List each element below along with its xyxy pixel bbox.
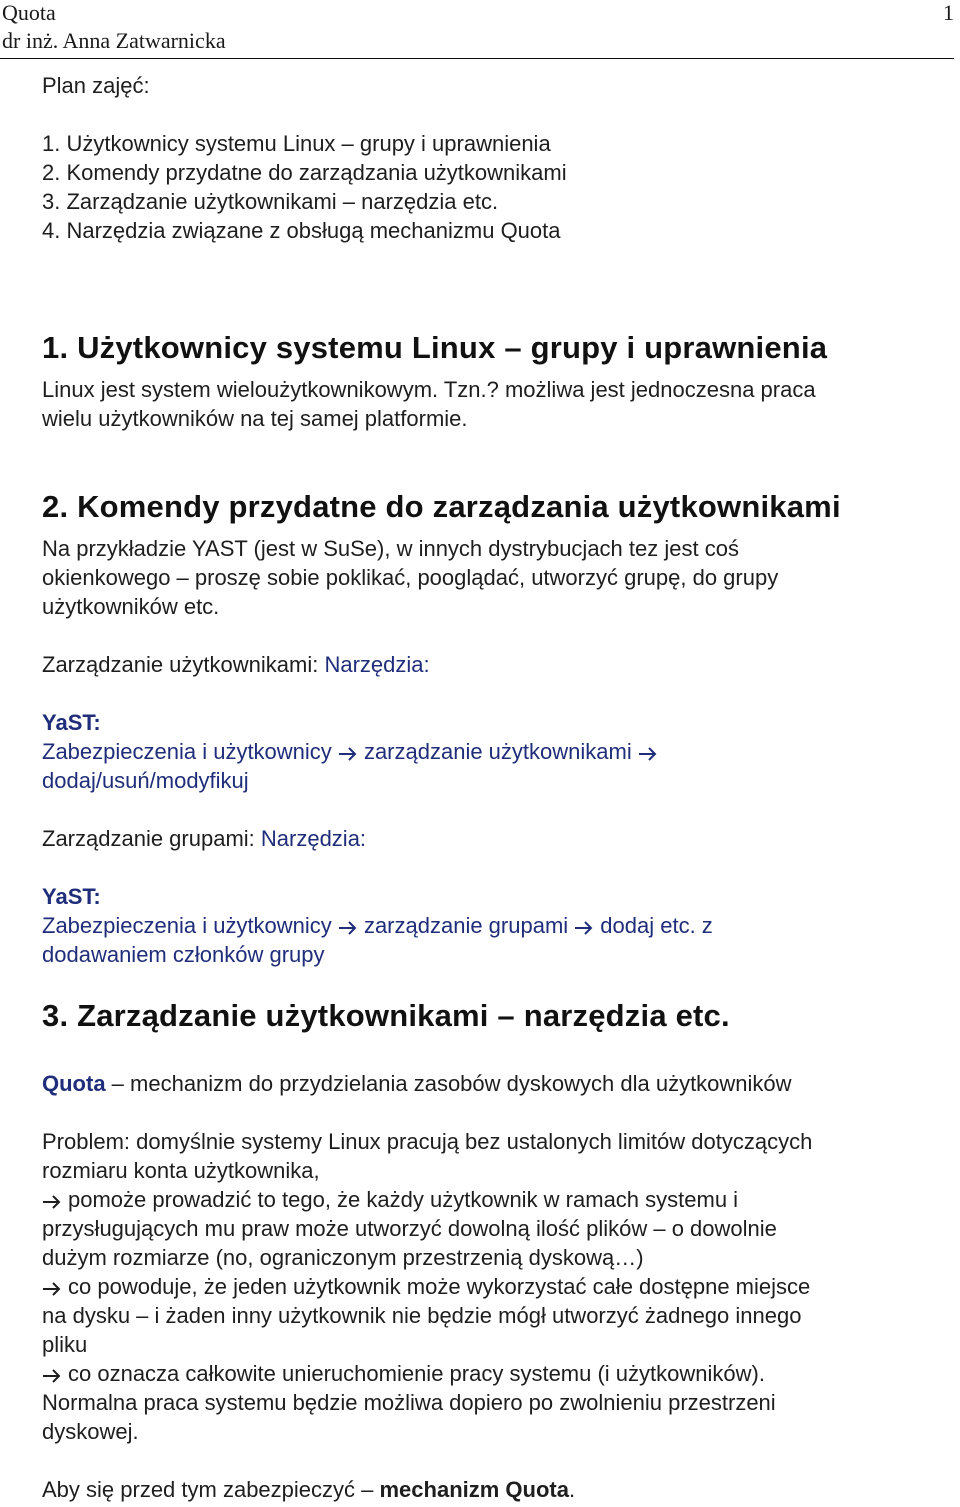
groups-path-a: Zabezpieczenia i użytkownicy bbox=[42, 913, 332, 938]
arrow1-rest-2: dużym rozmiarze (no, ograniczonym przestrzenią dyskową…) bbox=[42, 1245, 644, 1270]
plan-item-1: 1. Użytkownicy systemu Linux – grupy i uprawnienia bbox=[42, 131, 551, 156]
header-author: dr inż. Anna Zatwarnicka bbox=[2, 28, 226, 53]
plan-heading: Plan zajęć: bbox=[42, 73, 150, 98]
normal-line-1: Normalna praca systemu będzie możliwa dopiero po zwolnieniu przestrzeni bbox=[42, 1390, 776, 1415]
problem-line-1: Problem: domyślnie systemy Linux pracują bez ustalonych limitów dotyczących bbox=[42, 1129, 813, 1154]
arrow-right-icon bbox=[638, 739, 664, 765]
section2-line-1: Na przykładzie YAST (jest w SuSe), w innych dystrybucjach tez jest coś bbox=[42, 536, 739, 561]
arrow-right-icon bbox=[338, 913, 364, 939]
arrow-right-icon bbox=[574, 913, 600, 939]
section2-heading: 2. Komendy przydatne do zarządzania użytkownikami bbox=[42, 489, 841, 524]
arrow1-line bbox=[42, 1187, 738, 1213]
arrow-right-icon bbox=[42, 1187, 68, 1213]
groups-mgmt-tools: Narzędzia: bbox=[260, 826, 367, 851]
header-divider bbox=[0, 58, 954, 59]
problem-line-2: rozmiaru konta użytkownika, bbox=[42, 1158, 320, 1183]
arrow3-first: co oznacza całkowite unieruchomienie pracy systemu (i użytkowników). bbox=[68, 1361, 765, 1386]
groups-mgmt-label: Zarządzanie grupami: bbox=[42, 826, 261, 851]
section2-line-2: okienkowego – proszę sobie poklikać, pooglądać, utworzyć grupę, do grupy bbox=[42, 565, 779, 590]
plan-item-4: 4. Narzędzia związane z obsługą mechanizmu Quota bbox=[42, 218, 561, 243]
arrow2-first: co powoduje, że jeden użytkownik może wykorzystać całe dostępne miejsce bbox=[68, 1274, 811, 1299]
groups-mgmt-line bbox=[42, 826, 366, 852]
arrow1-rest-1: przysługujących mu praw może utworzyć dowolną ilość plików – o dowolnie bbox=[42, 1216, 777, 1241]
groups-path-d: dodawaniem członków grupy bbox=[42, 942, 325, 967]
arrow2-rest-2: pliku bbox=[42, 1332, 88, 1357]
normal-line-2: dyskowej. bbox=[42, 1419, 139, 1444]
plan-item-2: 2. Komendy przydatne do zarządzania użytkownikami bbox=[42, 160, 567, 185]
groups-mgmt-yast: YaST: bbox=[42, 884, 101, 909]
users-mgmt-yast: YaST: bbox=[42, 710, 101, 735]
section1-line-2: wielu użytkowników na tej samej platformie. bbox=[42, 406, 468, 431]
arrow3-line bbox=[42, 1361, 765, 1387]
plan-item-3: 3. Zarządzanie użytkownikami – narzędzia etc. bbox=[42, 189, 499, 214]
groups-mgmt-path bbox=[42, 913, 713, 939]
users-mgmt-path bbox=[42, 739, 664, 765]
arrow-right-icon bbox=[42, 1274, 68, 1300]
users-path-b: zarządzanie użytkownikami bbox=[363, 739, 632, 764]
users-path-c: dodaj/usuń/modyfikuj bbox=[42, 768, 249, 793]
section1-heading: 1. Użytkownicy systemu Linux – grupy i uprawnienia bbox=[42, 330, 828, 365]
header-title: Quota bbox=[2, 0, 56, 25]
closing-prefix: Aby się przed tym zabezpieczyć – bbox=[42, 1477, 380, 1502]
closing-suffix: . bbox=[568, 1477, 576, 1502]
section3-heading: 3. Zarządzanie użytkownikami – narzędzia etc. bbox=[42, 998, 730, 1033]
section2-line-3: użytkowników etc. bbox=[42, 594, 220, 619]
users-mgmt-tools: Narzędzia: bbox=[324, 652, 430, 677]
users-mgmt-line bbox=[42, 652, 430, 678]
quota-definition bbox=[42, 1071, 792, 1097]
closing-line bbox=[42, 1477, 575, 1503]
groups-path-b: zarządzanie grupami bbox=[363, 913, 569, 938]
arrow-right-icon bbox=[338, 739, 364, 765]
quota-def: – mechanizm do przydzielania zasobów dyskowych dla użytkowników bbox=[105, 1071, 792, 1096]
users-path-a: Zabezpieczenia i użytkownicy bbox=[42, 739, 332, 764]
users-mgmt-label: Zarządzanie użytkownikami: bbox=[42, 652, 325, 677]
arrow-right-icon bbox=[42, 1361, 68, 1387]
groups-path-c: dodaj etc. z bbox=[600, 913, 713, 938]
arrow1-first: pomoże prowadzić to tego, że każdy użytkownik w ramach systemu i bbox=[68, 1187, 739, 1212]
quota-term: Quota bbox=[42, 1071, 106, 1096]
arrow2-line bbox=[42, 1274, 810, 1300]
page-number: 1 bbox=[943, 0, 954, 25]
closing-bold: mechanizm Quota bbox=[379, 1477, 569, 1502]
section1-line-1: Linux jest system wieloużytkownikowym. Tzn.? możliwa jest jednoczesna praca bbox=[42, 377, 816, 402]
arrow2-rest-1: na dysku – i żaden inny użytkownik nie będzie mógł utworzyć żadnego innego bbox=[42, 1303, 802, 1328]
